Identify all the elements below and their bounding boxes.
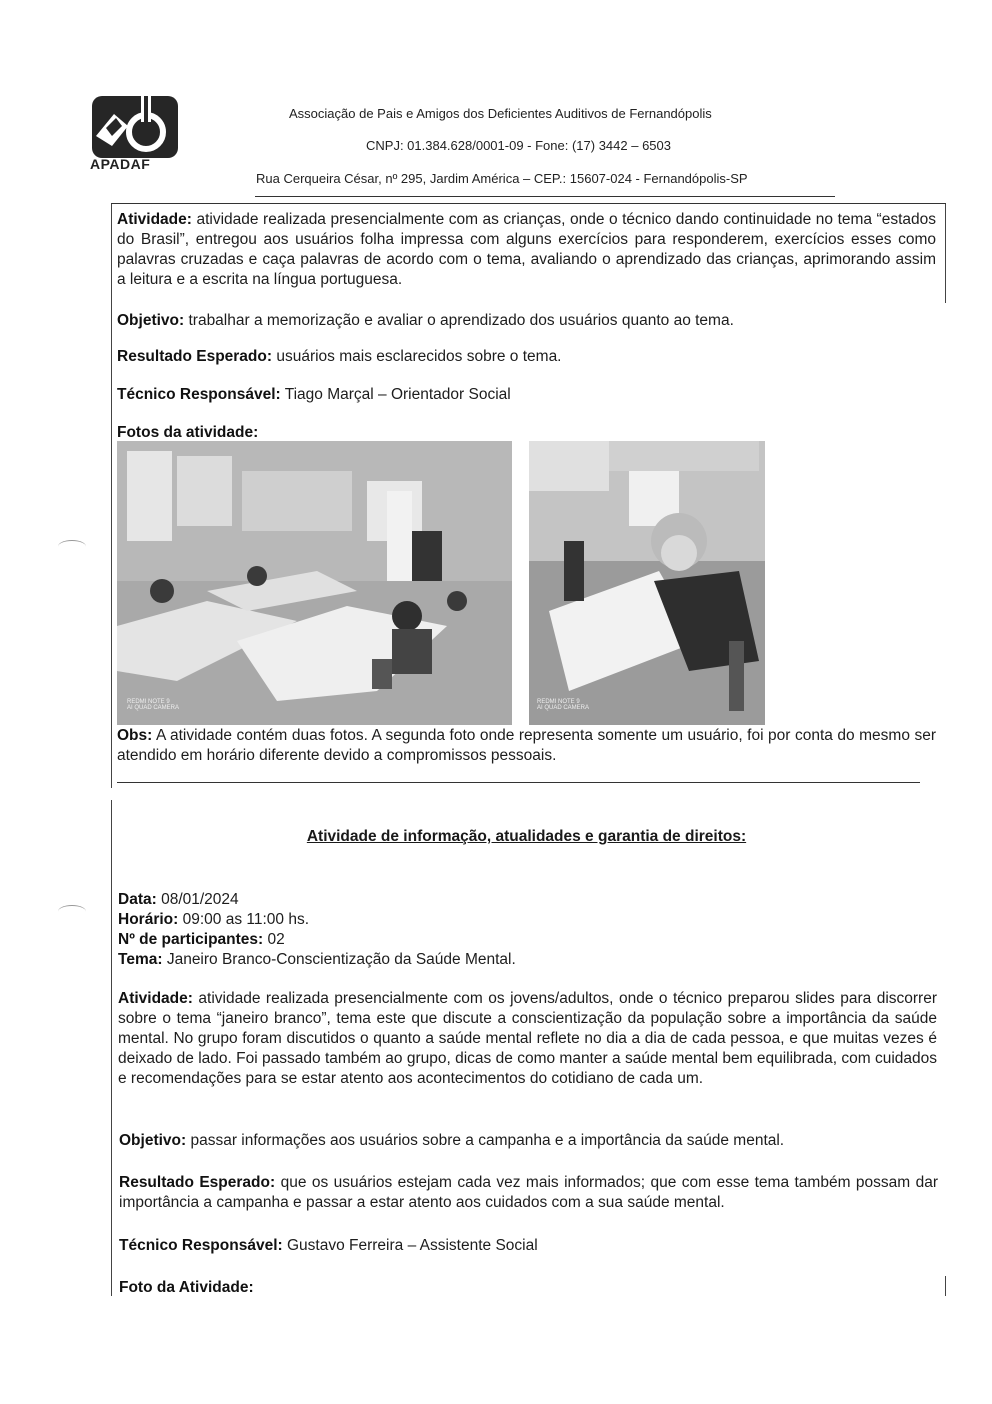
header-rule <box>255 196 835 197</box>
section1-resultado: Resultado Esperado: usuários mais esclarecidos sobre o tema. <box>117 348 562 365</box>
section1-obs: Obs: A atividade contém duas fotos. A segunda foto onde representa somente um usuário, foi por conta do mesmo ser atendido em horário diferente devido a compromissos pessoais. <box>117 727 936 764</box>
section1-objetivo: Objetivo: trabalhar a memorização e avaliar o aprendizado dos usuários quanto ao tema. <box>117 312 734 329</box>
apadaf-logo <box>92 96 178 158</box>
section1-fotos-label: Fotos da atividade: <box>117 424 259 441</box>
activity-photo-classroom <box>117 441 512 725</box>
horario-row: Horário: 09:00 as 11:00 hs. <box>118 911 309 928</box>
section2-meta <box>118 890 937 970</box>
photo-watermark: REDMI NOTE 9 AI QUAD CAMERA <box>127 699 180 711</box>
data-row: Data: 08/01/2024 <box>118 891 239 908</box>
section2-resultado: Resultado Esperado: que os usuários estejam cada vez mais informados; que com esse tema também possam dar importância a campanha e passar a estar atento aos cuidados com a sua saúde mental. <box>119 1174 939 1211</box>
form-border-left <box>111 203 112 788</box>
form-border-right <box>945 203 946 303</box>
participantes-row: Nº de participantes: 02 <box>118 931 285 948</box>
section2-tecnico: Técnico Responsável: Gustavo Ferreira – Assistente Social <box>119 1237 538 1254</box>
punch-mark <box>58 905 86 918</box>
tema-row: Tema: Janeiro Branco-Conscientização da Saúde Mental. <box>118 951 516 968</box>
section2-foto-label: Foto da Atividade: <box>119 1279 254 1296</box>
org-name: Associação de Pais e Amigos dos Deficientes Auditivos de Fernandópolis <box>289 106 712 121</box>
section2-objetivo: Objetivo: passar informações aos usuários sobre a campanha e a importância da saúde mental. <box>119 1132 785 1149</box>
logo-text: APADAF <box>90 156 151 172</box>
photo-watermark: REDMI NOTE 9 AI QUAD CAMERA <box>537 699 590 711</box>
org-contact: CNPJ: 01.384.628/0001-09 - Fone: (17) 3442 – 6503 <box>366 138 671 153</box>
section2-title: Atividade de informação, atualidades e garantia de direitos: <box>306 828 747 845</box>
section1-atividade: Atividade: atividade realizada presencialmente com as crianças, onde o técnico dando continuidade no tema “estados do Brasil”, entregou aos usuários folha impressa com alguns exercícios para responderem, exercícios esses como palavras cruzadas e caça palavras de acordo com o tema, avaliando o aprendizado das crianças, aprimorando assim a leitura e a escrita na língua portuguesa. <box>117 211 936 288</box>
ear-logo-icon <box>92 96 178 158</box>
form-border-right <box>945 1276 946 1296</box>
activity-photo-student <box>529 441 765 725</box>
section1-tecnico: Técnico Responsável: Tiago Marçal – Orientador Social <box>117 386 511 403</box>
form-border-left <box>111 800 112 1296</box>
section2-atividade: Atividade: atividade realizada presencialmente com os jovens/adultos, onde o técnico preparou slides para discorrer sobre o tema “janeiro branco”, tema este que discute a conscientização da população sobre a importância da saúde mental. No grupo foram discutidos o quanto a saúde mental reflete no dia a dia de cada pessoa, e que muitas vezes é deixado de lado. Foi passado também ao grupo, dicas de como manter a saúde mental bem equilibrada, com cuidados e recomendações para se estar atento aos acontecimentos do cotidiano de cada um. <box>118 990 937 1087</box>
org-address: Rua Cerqueira César, nº 295, Jardim América – CEP.: 15607-024 - Fernandópolis-SP <box>256 171 748 186</box>
section-divider <box>117 782 920 783</box>
punch-mark <box>58 540 86 553</box>
form-border-top <box>111 203 946 204</box>
